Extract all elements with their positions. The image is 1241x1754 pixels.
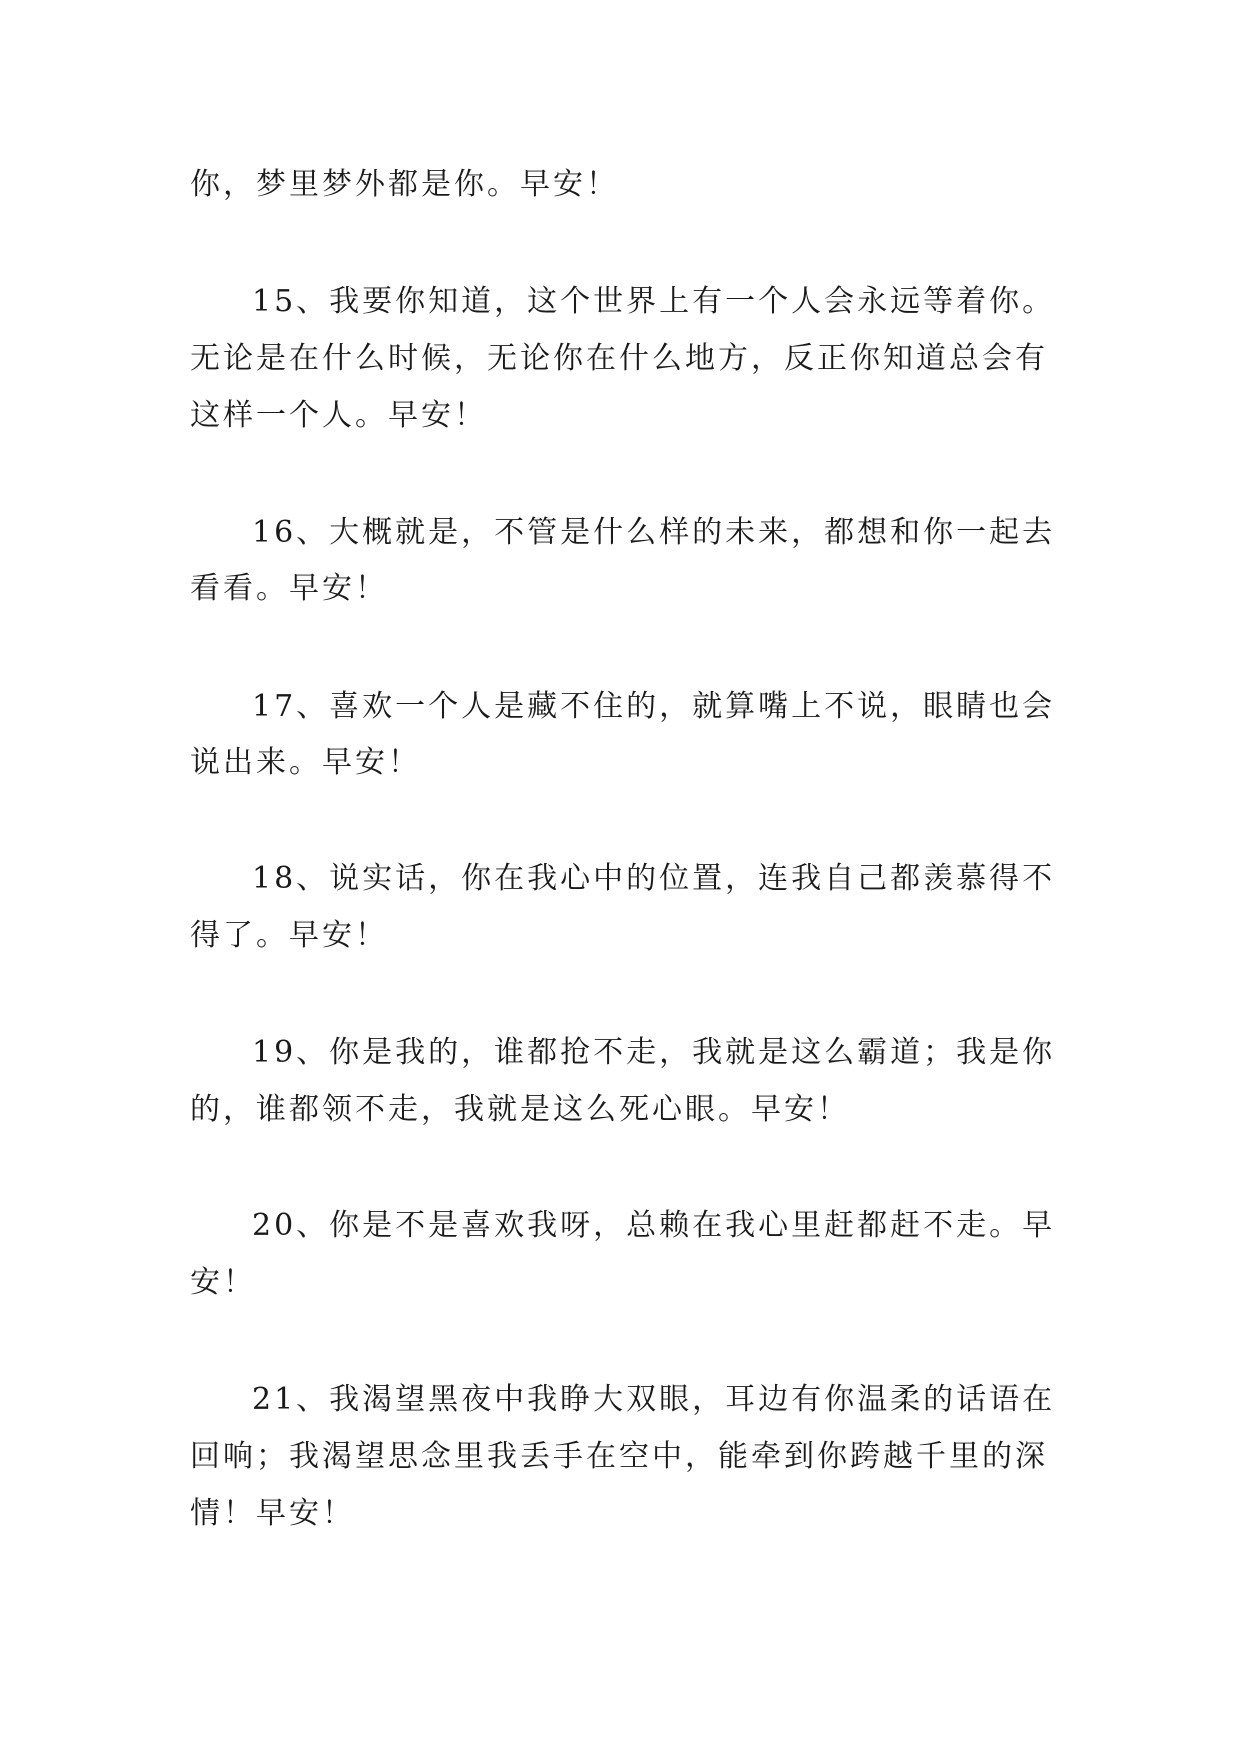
paragraph-18-line-2: 得了。早安！ <box>190 918 388 953</box>
paragraph-21-line-3: 情！早安！ <box>190 1496 355 1531</box>
paragraph-19-line-2: 的，谁都领不走，我就是这么死心眼。早安！ <box>190 1092 850 1127</box>
paragraph-20-line-2: 安！ <box>190 1265 256 1300</box>
text-line-0: 你，梦里梦外都是你。早安！ <box>190 167 619 202</box>
paragraph-17-line-2: 说出来。早安！ <box>190 745 421 780</box>
paragraph-21-line-2: 回响；我渴望思念里我丢手在空中，能牵到你跨越千里的深 <box>190 1439 1048 1474</box>
paragraph-20-line-1: 20、你是不是喜欢我呀，总赖在我心里赶都赶不走。早 <box>252 1208 1056 1243</box>
paragraph-16-line-1: 16、大概就是，不管是什么样的未来，都想和你一起去 <box>252 515 1056 550</box>
paragraph-15-line-2: 无论是在什么时候，无论你在什么地方，反正你知道总会有 <box>190 341 1048 376</box>
paragraph-16-line-2: 看看。早安！ <box>190 571 388 606</box>
paragraph-21-line-1: 21、我渴望黑夜中我睁大双眼，耳边有你温柔的话语在 <box>252 1382 1056 1417</box>
paragraph-17-line-1: 17、喜欢一个人是藏不住的，就算嘴上不说，眼睛也会 <box>252 689 1056 724</box>
paragraph-19-line-1: 19、你是我的，谁都抢不走，我就是这么霸道；我是你 <box>252 1035 1056 1070</box>
paragraph-15-line-3: 这样一个人。早安！ <box>190 398 487 433</box>
paragraph-18-line-1: 18、说实话，你在我心中的位置，连我自己都羡慕得不 <box>252 861 1056 896</box>
paragraph-15-line-1: 15、我要你知道，这个世界上有一个人会永远等着你。 <box>252 284 1056 319</box>
